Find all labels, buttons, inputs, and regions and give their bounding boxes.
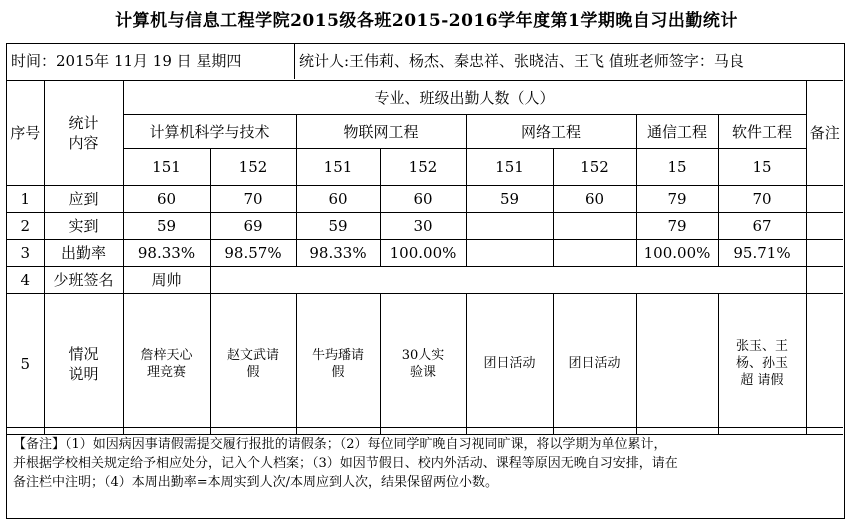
- remark-cell: [806, 212, 843, 239]
- table-cell: 98.57%: [210, 239, 296, 266]
- group-header: 专业、班级出勤人数（人）: [123, 81, 806, 114]
- row-index: 5: [7, 293, 44, 434]
- note-text: 詹梓天心理竞赛: [140, 347, 193, 380]
- content-header: [44, 81, 123, 185]
- class-header: 15: [636, 148, 718, 185]
- signer-blank: [210, 266, 806, 293]
- table-cell: 30: [380, 212, 466, 239]
- major-header: 通信工程: [636, 114, 718, 148]
- row-index: 1: [7, 185, 44, 212]
- table-cell: [553, 239, 636, 266]
- table-cell: 70: [718, 185, 806, 212]
- remark-cell: [806, 266, 843, 293]
- table-row: [7, 293, 843, 434]
- notes-line: 【备注】（1）如因病因事请假需提交履行报批的请假条；（2）每位同学旷晚自习视同旷课，将以学期为单位累计，: [13, 437, 667, 452]
- header-row-group: [7, 81, 843, 114]
- table-row: [7, 266, 843, 293]
- table-cell: [466, 212, 553, 239]
- table-row: [7, 185, 843, 212]
- row-index: 2: [7, 212, 44, 239]
- table-row: [7, 212, 843, 239]
- table-cell: 79: [636, 212, 718, 239]
- page-title: 计算机与信息工程学院2015级各班2015-2016学年度第1学期晚自习出勤统计: [115, 11, 738, 31]
- table-cell: 79: [636, 185, 718, 212]
- header-row-majors: [7, 114, 843, 148]
- date-field: 时间：2015年 11月 19 日 星期四: [11, 52, 242, 70]
- major-header: 网络工程: [466, 114, 636, 148]
- statistician-field: 统计人:王伟莉、杨杰、秦忠祥、张晓洁、王飞 值班老师签字：马良: [299, 52, 744, 70]
- table-cell: 60: [123, 185, 210, 212]
- table-cell: 98.33%: [296, 239, 380, 266]
- note-cell: [210, 293, 296, 434]
- row-label: 实到: [44, 212, 123, 239]
- remark-header: 备注: [806, 81, 843, 185]
- row-label: 少班签名: [44, 266, 123, 293]
- index-header: 序号: [7, 81, 44, 185]
- remark-cell: [806, 185, 843, 212]
- major-header: 物联网工程: [296, 114, 466, 148]
- row-index: 4: [7, 266, 44, 293]
- notes-line: 并根据学校相关规定给予相应处分，记入个人档案；（3）如因节假日、校内外活动、课程等原因无晚自习安排，请在: [13, 456, 678, 471]
- note-cell: [380, 293, 466, 434]
- remark-cell: [806, 239, 843, 266]
- major-header: 软件工程: [718, 114, 806, 148]
- row-label: 出勤率: [44, 239, 123, 266]
- table-cell: 100.00%: [380, 239, 466, 266]
- major-header: 计算机科学与技术: [123, 114, 296, 148]
- notes-section: [7, 427, 843, 518]
- remark-cell: [806, 293, 843, 434]
- notes-line: 备注栏中注明；（4）本周出勤率=本周实到人次/本周应到人次，结果保留两位小数。: [13, 475, 499, 490]
- note-text: 牛玙璠请假: [311, 347, 364, 380]
- table-cell: 67: [718, 212, 806, 239]
- table-cell: 60: [380, 185, 466, 212]
- content-header-label: 统计内容: [68, 113, 99, 152]
- header-row-classes: [7, 148, 843, 185]
- table-cell: 60: [296, 185, 380, 212]
- class-header: 15: [718, 148, 806, 185]
- table-cell: 59: [123, 212, 210, 239]
- note-cell: [718, 293, 806, 434]
- note-cell: [123, 293, 210, 434]
- info-bar: [7, 44, 843, 81]
- info-divider: [294, 44, 295, 79]
- table-cell: [466, 239, 553, 266]
- note-text: 团日活动: [568, 356, 621, 371]
- table-cell: 95.71%: [718, 239, 806, 266]
- note-text: 张玉、王杨、孙玉超 请假: [735, 339, 788, 388]
- table-cell: 59: [466, 185, 553, 212]
- note-cell: [636, 293, 718, 434]
- class-header: 152: [553, 148, 636, 185]
- row-label: 应到: [44, 185, 123, 212]
- attendance-sheet: [6, 43, 845, 519]
- class-header: 151: [466, 148, 553, 185]
- note-text: 赵文武请假: [226, 347, 279, 380]
- signer-cell: 周帅: [123, 266, 210, 293]
- note-text: 团日活动: [483, 356, 536, 371]
- table-cell: 69: [210, 212, 296, 239]
- table-cell: [553, 212, 636, 239]
- table-cell: 60: [553, 185, 636, 212]
- attendance-table: [7, 81, 843, 435]
- note-cell: [466, 293, 553, 434]
- note-cell: [553, 293, 636, 434]
- table-cell: 98.33%: [123, 239, 210, 266]
- class-header: 152: [380, 148, 466, 185]
- row-index: 3: [7, 239, 44, 266]
- class-header: 152: [210, 148, 296, 185]
- row-label-cell: [44, 293, 123, 434]
- table-cell: 70: [210, 185, 296, 212]
- row-label: 情况说明: [68, 344, 99, 383]
- class-header: 151: [296, 148, 380, 185]
- class-header: 151: [123, 148, 210, 185]
- table-cell: 59: [296, 212, 380, 239]
- table-cell: 100.00%: [636, 239, 718, 266]
- table-row: [7, 239, 843, 266]
- note-text: 30人实验课: [401, 347, 445, 380]
- note-cell: [296, 293, 380, 434]
